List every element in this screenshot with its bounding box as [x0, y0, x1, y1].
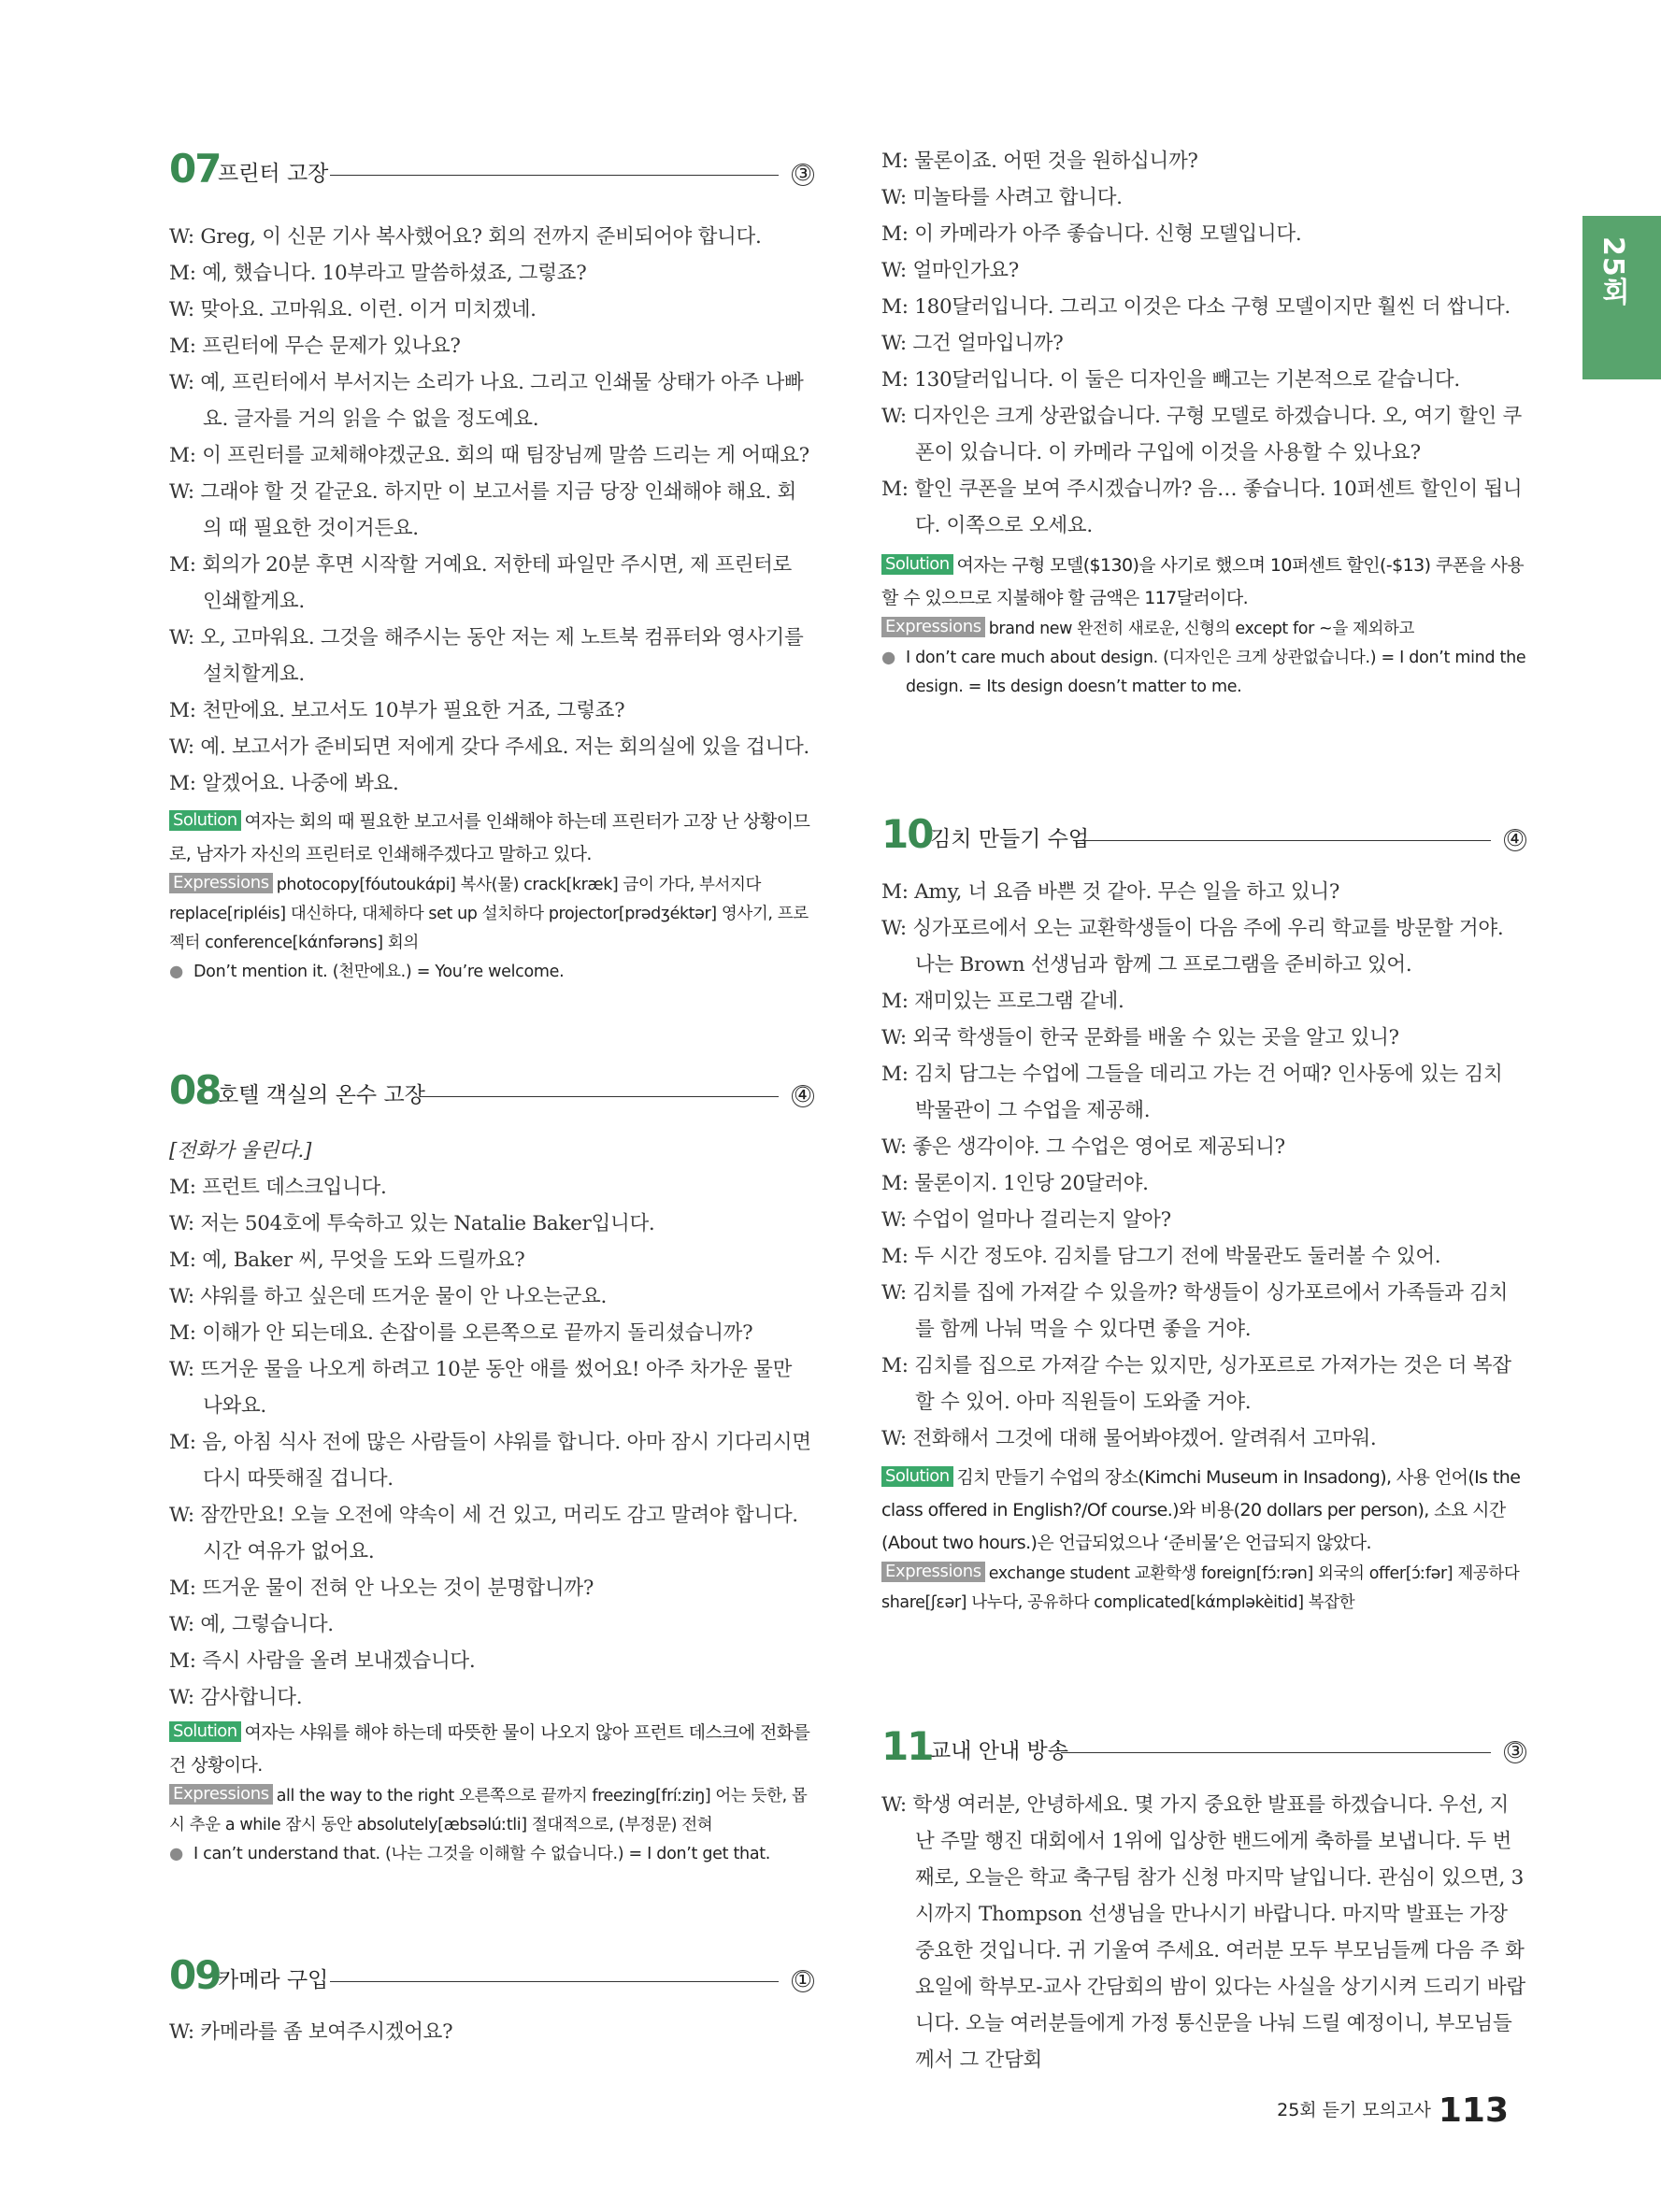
bullet-item	[169, 958, 814, 987]
section-number: 11	[881, 1723, 933, 1769]
chapter-tab-label: 25회	[1597, 236, 1629, 307]
dialog-line: M: 이해가 안 되는데요. 손잡이를 오른쪽으로 끝까지 돌리셨습니까?	[169, 1321, 753, 1345]
dialog-line: M: 180달러입니다. 그리고 이것은 다소 구형 모델이지만 훨씬 더 쌉니다.	[881, 295, 1511, 319]
bullet-icon: ●	[169, 963, 183, 981]
bullet-text: I can’t understand that. (나는 그것을 이해할 수 없습니다.) = I don’t get that.	[193, 1845, 771, 1863]
section-07-dialog	[169, 219, 814, 802]
section-title: 프린터 고장	[218, 162, 329, 186]
expressions-box	[169, 1782, 814, 1840]
dialog-line: W: 예. 보고서가 준비되면 저에게 갖다 주세요. 저는 회의실에 있을 겁니다.	[169, 735, 809, 759]
section-10-header	[881, 806, 1526, 858]
section-09-dialog-start	[169, 2014, 814, 2050]
dialog-line: W: 싱가포르에서 오는 교환학생들이 다음 주에 우리 학교를 방문할 거야. 나는 Brown 선생님과 함께 그 프로그램을 준비하고 있어.	[881, 917, 1504, 977]
dialog-line: W: 그건 얼마입니까?	[881, 332, 1064, 355]
header-rule	[330, 175, 779, 176]
dialog-line: M: 뜨거운 물이 전혀 안 나오는 것이 분명합니까?	[169, 1577, 594, 1600]
dialog-line: M: 김치를 집으로 가져갈 수는 있지만, 싱가포르로 가져가는 것은 더 복잡할 수 있어. 아마 직원들이 도와줄 거야.	[881, 1354, 1511, 1414]
dialog-line: W: 잠깐만요! 오늘 오전에 약속이 세 건 있고, 머리도 감고 말려야 합니다. 시간 여유가 없어요.	[169, 1504, 798, 1563]
section-07-notes	[169, 806, 814, 987]
dialog-line: M: 할인 쿠폰을 보여 주시겠습니까? 음… 좋습니다. 10퍼센트 할인이 됩니다. 이쪽으로 오세요.	[881, 478, 1523, 537]
expressions-box	[881, 615, 1526, 644]
dialog-line: W: 감사합니다.	[169, 1686, 303, 1709]
dialog-line: W: 수업이 얼마나 걸리는지 알아?	[881, 1208, 1171, 1232]
solution-tag: Solution	[881, 1466, 953, 1487]
bullet-item	[169, 1840, 814, 1869]
section-08-dialog	[169, 1133, 814, 1716]
dialog-line: M: 프런트 데스크입니다.	[169, 1176, 387, 1199]
header-rule	[330, 1981, 779, 1982]
dialog-line: W: 디자인은 크게 상관없습니다. 구형 모델로 하겠습니다. 오, 여기 할인 쿠폰이 있습니다. 이 카메라 구입에 이것을 사용할 수 있나요?	[881, 405, 1522, 464]
dialog-line: M: 회의가 20분 후면 시작할 거예요. 저한테 파일만 주시면, 제 프린터로 인쇄할게요.	[169, 553, 793, 613]
section-title: 호텔 객실의 온수 고장	[218, 1083, 425, 1107]
answer-mark: ④	[1504, 829, 1526, 851]
answer-mark: ③	[1504, 1741, 1526, 1763]
dialog-line: M: 이 카메라가 아주 좋습니다. 신형 모델입니다.	[881, 222, 1302, 246]
expressions-tag: Expressions	[169, 1784, 273, 1805]
solution-tag: Solution	[881, 554, 953, 575]
solution-tag: Solution	[169, 1721, 241, 1742]
expressions-text: photocopy[fóutoukάpi] 복사(물) crack[kræk] 금이 가다, 부서지다 replace[ripléis] 대신하다, 대체하다 set up 설치하다 projector[prədʒéktər] 영사기, 프로젝터 conference[kάnfərəns] 회의	[169, 876, 809, 952]
expressions-box	[169, 871, 814, 958]
section-09-dialog-cont	[881, 143, 1526, 544]
solution-text: 김치 만들기 수업의 장소(Kimchi Museum in Insadong), 사용 언어(Is the class offered in English?/Of course.)와 비용(20 dollars per person), 소요 시간(About two hours.)은 언급되었으나 ‘준비물’은 언급되지 않았다.	[881, 1467, 1521, 1553]
dialog-line: M: 알겠어요. 나중에 봐요.	[169, 772, 399, 795]
dialog-line: W: 카메라를 좀 보여주시겠어요?	[169, 2020, 453, 2044]
dialog-line: W: 미놀타를 사려고 합니다.	[881, 186, 1123, 209]
section-title: 교내 안내 방송	[930, 1739, 1068, 1763]
page-footer	[1277, 2091, 1509, 2130]
dialog-line: M: 예, Baker 씨, 무엇을 도와 드릴까요?	[169, 1249, 525, 1272]
section-10-notes	[881, 1462, 1526, 1618]
section-11-dialog	[881, 1787, 1526, 2078]
chapter-tab	[1582, 216, 1661, 379]
dialog-line: W: 뜨거운 물을 나오게 하려고 10분 동안 애를 썼어요! 아주 차가운 물만 나와요.	[169, 1358, 793, 1418]
footer-label: 25회 듣기 모의고사	[1277, 2100, 1431, 2120]
solution-box	[881, 549, 1526, 615]
header-rule	[420, 1096, 779, 1097]
dialog-line: M: 재미있는 프로그램 같네.	[881, 990, 1124, 1013]
dialog-line: W: 저는 504호에 투숙하고 있는 Natalie Baker입니다.	[169, 1212, 655, 1235]
section-number: 09	[169, 1952, 221, 1998]
dialog-line: W: 샤워를 하고 싶은데 뜨거운 물이 안 나오는군요.	[169, 1285, 608, 1308]
dialog-line: M: 천만에요. 보고서도 10부가 필요한 거죠, 그렇죠?	[169, 699, 625, 722]
bullet-item	[881, 644, 1526, 702]
solution-text: 여자는 샤워를 해야 하는데 따뜻한 물이 나오지 않아 프런트 데스크에 전화를 건 상황이다.	[169, 1722, 810, 1776]
bullet-text: Don’t mention it. (천만에요.) = You’re welcome.	[193, 963, 565, 981]
solution-box	[169, 806, 814, 871]
expressions-box	[881, 1560, 1526, 1618]
section-title: 카메라 구입	[218, 1968, 329, 1992]
dialog-line: M: Amy, 너 요즘 바쁜 것 같아. 무슨 일을 하고 있니?	[881, 880, 1340, 904]
dialog-line: W: 외국 학생들이 한국 문화를 배울 수 있는 곳을 알고 있니?	[881, 1026, 1399, 1049]
section-08-header	[169, 1062, 814, 1114]
dialog-line: W: 예, 프린터에서 부서지는 소리가 나요. 그리고 인쇄물 상태가 아주 나빠요. 글자를 거의 읽을 수 없을 정도예요.	[169, 371, 804, 431]
dialog-line: W: 그래야 할 것 같군요. 하지만 이 보고서를 지금 당장 인쇄해야 해요. 회의 때 필요한 것이거든요.	[169, 480, 797, 540]
section-09-header	[169, 1947, 814, 1999]
dialog-line: W: 예, 그렇습니다.	[169, 1613, 334, 1636]
dialog-line: M: 물론이죠. 어떤 것을 원하십니까?	[881, 150, 1198, 173]
dialog-line: M: 즉시 사람을 올려 보내겠습니다.	[169, 1649, 476, 1673]
dialog-line: M: 물론이지. 1인당 20달러야.	[881, 1172, 1149, 1195]
answer-mark: ④	[792, 1085, 814, 1107]
section-09-notes	[881, 549, 1526, 702]
dialog-line: M: 프린터에 무슨 문제가 있나요?	[169, 335, 461, 358]
dialog-line: W: 전화해서 그것에 대해 물어봐야겠어. 알려줘서 고마워.	[881, 1427, 1377, 1450]
dialog-line: M: 예, 했습니다. 10부라고 말씀하셨죠, 그렇죠?	[169, 262, 587, 285]
page-number: 113	[1438, 2091, 1509, 2130]
expressions-tag: Expressions	[881, 1562, 985, 1582]
dialog-line: W: 오, 고마워요. 그것을 해주시는 동안 저는 제 노트북 컴퓨터와 영사기를 설치할게요.	[169, 626, 804, 686]
solution-box	[881, 1462, 1526, 1560]
answer-mark: ③	[792, 164, 814, 186]
solution-text: 여자는 구형 모델($130)을 사기로 했으며 10퍼센트 할인(-$13) 쿠폰을 사용할 수 있으므로 지불해야 할 금액은 117달러이다.	[881, 555, 1525, 608]
dialog-line: M: 김치 담그는 수업에 그들을 데리고 가는 건 어때? 인사동에 있는 김치 박물관이 그 수업을 제공해.	[881, 1063, 1503, 1122]
header-rule	[1061, 1752, 1491, 1753]
answer-mark: ①	[792, 1970, 814, 1992]
bullet-text: I don’t care much about design. (디자인은 크게 상관없습니다.) = I don’t mind the design. = Its design doesn’t matter to me.	[906, 649, 1526, 696]
expressions-tag: Expressions	[881, 617, 985, 637]
section-07-header	[169, 140, 814, 193]
expressions-text: exchange student 교환학생 foreign[fɔ́ːrən] 외국의 offer[ɔ́ːfər] 제공하다 share[ʃɛər] 나누다, 공유하다 complicated[kάmpləkèitid] 복잡한	[881, 1564, 1520, 1612]
dialog-line: W: Greg, 이 신문 기사 복사했어요? 회의 전까지 준비되어야 합니다.	[169, 225, 762, 249]
dialog-line: W: 좋은 생각이야. 그 수업은 영어로 제공되니?	[881, 1135, 1285, 1159]
expressions-tag: Expressions	[169, 873, 273, 893]
section-10-dialog	[881, 874, 1526, 1457]
section-number: 07	[169, 146, 221, 192]
solution-box	[169, 1717, 814, 1782]
section-title: 김치 만들기 수업	[930, 827, 1090, 851]
header-rule	[1073, 840, 1491, 841]
dialog-line: W: 얼마인가요?	[881, 259, 1019, 282]
dialog-line: M: 두 시간 정도야. 김치를 담그기 전에 박물관도 둘러볼 수 있어.	[881, 1245, 1441, 1268]
expressions-text: brand new 완전히 새로운, 신형의 except for ~을 제외하고	[988, 620, 1415, 638]
bullet-icon: ●	[169, 1845, 183, 1863]
solution-text: 여자는 회의 때 필요한 보고서를 인쇄해야 하는데 프린터가 고장 난 상황이므로, 남자가 자신의 프린터로 인쇄해주겠다고 말하고 있다.	[169, 811, 810, 864]
dialog-line: W: 맞아요. 고마워요. 이런. 이거 미치겠네.	[169, 298, 537, 321]
dialog-line: M: 음, 아침 식사 전에 많은 사람들이 샤워를 합니다. 아마 잠시 기다리시면 다시 따뜻해질 겁니다.	[169, 1431, 811, 1491]
bullet-icon: ●	[881, 649, 895, 667]
dialog-line: M: 이 프린터를 교체해야겠군요. 회의 때 팀장님께 말씀 드리는 게 어때요?	[169, 444, 809, 467]
section-11-header	[881, 1718, 1526, 1770]
solution-tag: Solution	[169, 810, 241, 831]
section-08-notes	[169, 1717, 814, 1869]
dialog-line: W: 학생 여러분, 안녕하세요. 몇 가지 중요한 발표를 하겠습니다. 우선, 지난 주말 행진 대회에서 1위에 입상한 밴드에게 축하를 보냅니다. 두 번째로, 오늘은 학교 축구팀 참가 신청 마지막 날입니다. 관심이 있으면, 3시까지 Thompson 선생님을 만나시기 바랍니다. 마지막 발표는 가장 중요한 것입니다. 귀 기울여 주세요. 여러분 모두 부모님들께 다음 주 화요일에 학부모-교사 간담회의 밤이 있다는 사실을 상기시켜 드리기 바랍니다. 오늘 여러분들에게 가정 통신문을 나눠 드릴 예정이니, 부모님들께서 그 간담회	[881, 1793, 1525, 2072]
section-number: 10	[881, 811, 933, 857]
dialog-line: M: 130달러입니다. 이 둘은 디자인을 빼고는 기본적으로 같습니다.	[881, 368, 1460, 392]
section-number: 08	[169, 1067, 221, 1113]
dialog-line: W: 김치를 집에 가져갈 수 있을까? 학생들이 싱가포르에서 가족들과 김치를 함께 나눠 먹을 수 있다면 좋을 거야.	[881, 1281, 1509, 1341]
expressions-text: all the way to the right 오른쪽으로 끝까지 freezing[fríːziŋ] 어는 듯한, 몹시 추운 a while 잠시 동안 absolutely[æbsəlúːtli] 절대적으로, (부정문) 전혀	[169, 1787, 808, 1834]
stage-direction: [전화가 울린다.]	[169, 1139, 312, 1163]
